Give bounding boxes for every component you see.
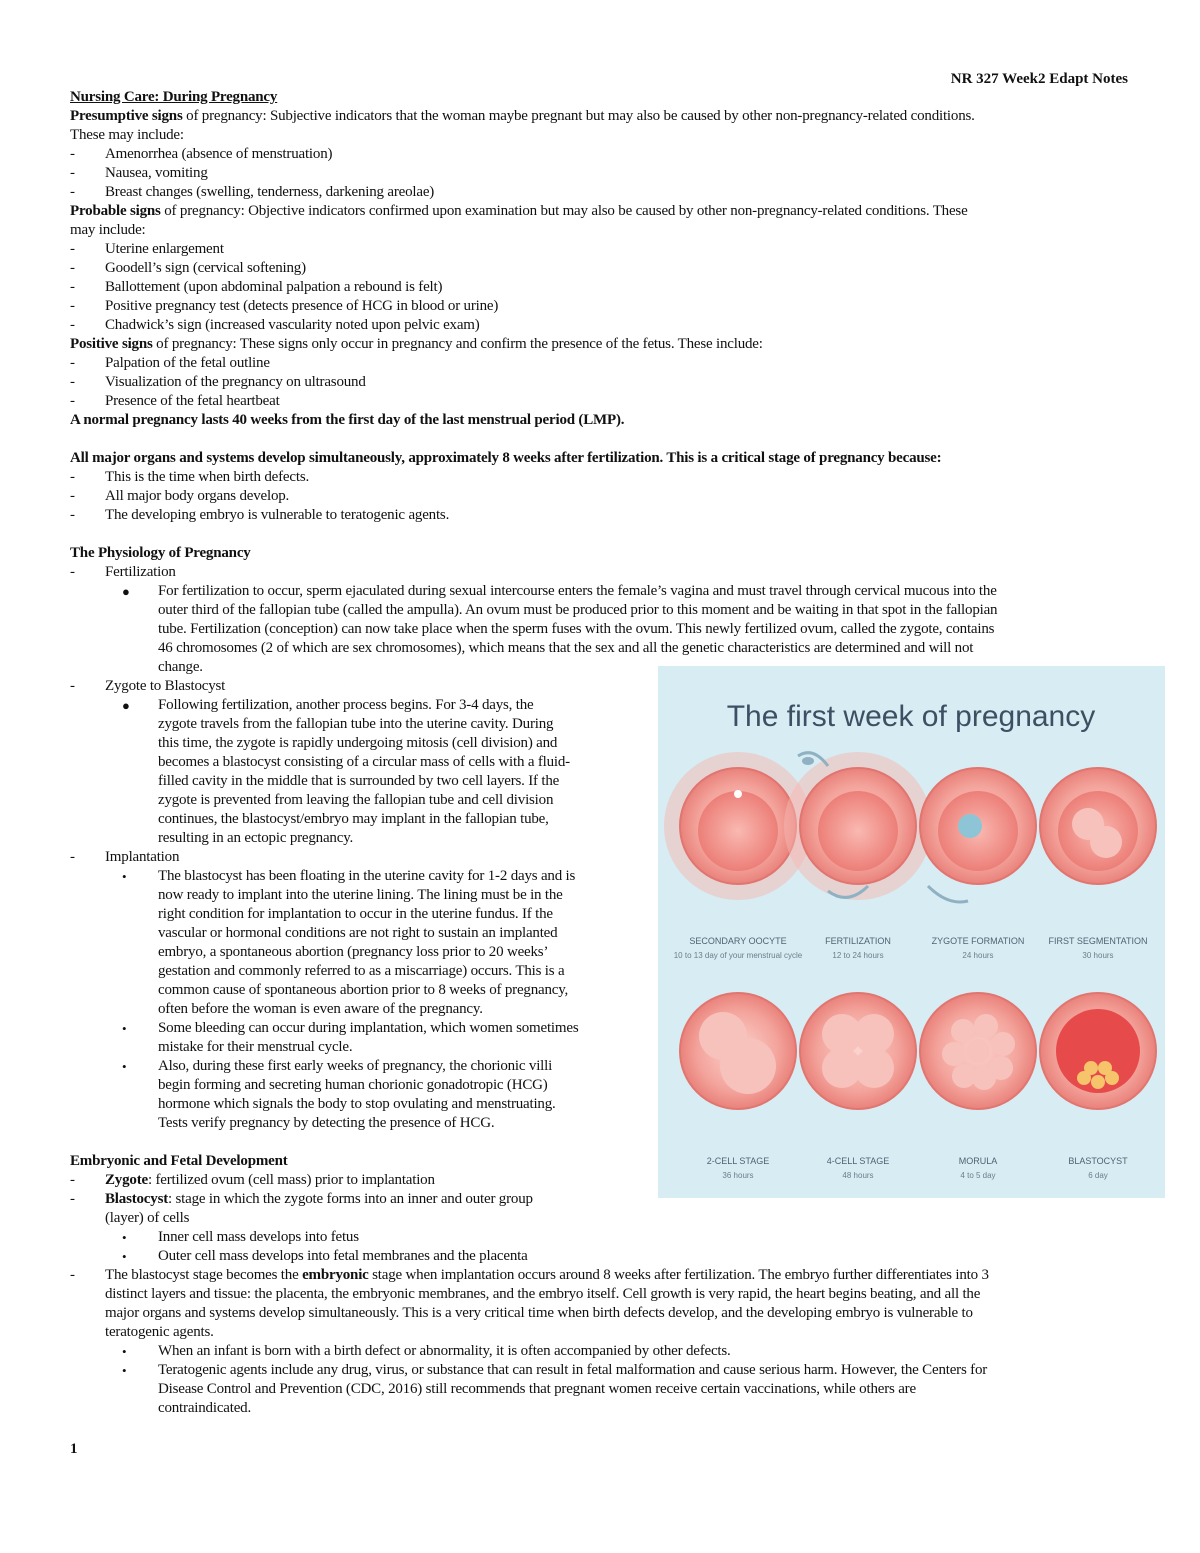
presumptive-definition [70, 107, 1130, 126]
zygote-term: Zygote [105, 1172, 148, 1188]
stage-bullet [70, 1361, 1130, 1418]
text-line: For fertilization to occur, sperm ejaculated during sexual intercourse enters the female’s vagina and must travel through cervical mucous into the [158, 583, 997, 599]
figure-illustration [658, 666, 1165, 1198]
stage-name: MORULA [958, 1156, 998, 1166]
pregnancy-first-week-figure [658, 666, 1165, 1198]
list-item: - Goodell’s sign (cervical softening) [70, 259, 1130, 278]
bullet-icon: • [122, 1021, 127, 1036]
bullet-icon: • [122, 1363, 127, 1378]
bullet-icon: ● [122, 584, 130, 599]
bullet-icon: • [122, 869, 127, 884]
zygote-formation-cell [920, 768, 1036, 902]
physiology-heading: The Physiology of Pregnancy [70, 545, 251, 561]
probable-label: Probable signs [70, 203, 161, 219]
bullet-icon: • [122, 1344, 127, 1359]
list-item: - All major body organs develop. [70, 487, 1130, 506]
page-title: Nursing Care: During Pregnancy [70, 89, 278, 105]
bullet-icon: • [122, 1249, 127, 1264]
text-line: hormone which signals the body to stop ovulating and menstruating. [158, 1096, 556, 1112]
bullet-icon: • [122, 1059, 127, 1074]
stage-name: FERTILIZATION [825, 936, 891, 946]
text-line: outer third of the fallopian tube (called the ampulla). An ovum must be produced prior to this moment and be waiting in that spot in the fallopian [158, 602, 998, 618]
list-item: - This is the time when birth defects. [70, 468, 1130, 487]
text-line: begin forming and secreting human chorionic gonadotropic (HCG) [158, 1077, 548, 1093]
stage-name: SECONDARY OOCYTE [689, 936, 787, 946]
text-line: change. [158, 659, 203, 675]
list-item: - Breast changes (swelling, tenderness, darkening areolae) [70, 183, 1130, 202]
implantation-bullet [70, 1057, 728, 1133]
stage-post: stage when implantation occurs around 8 weeks after fertilization. The embryo further differentiates into 3 [368, 1267, 989, 1283]
text-line: common cause of spontaneous abortion prior to 8 weeks of pregnancy, [158, 982, 569, 998]
text-line: Outer cell mass develops into fetal membranes and the placenta [158, 1248, 528, 1264]
text-line: Disease Control and Prevention (CDC, 2016) still recommends that pregnant women receive certain vaccinations, while others are [158, 1381, 916, 1397]
stage-name: FIRST SEGMENTATION [1048, 936, 1148, 946]
list-item: - Nausea, vomiting [70, 164, 1130, 183]
text-line: embryo, a spontaneous abortion (pregnancy loss prior to 20 weeks’ [158, 944, 549, 960]
text-line: Teratogenic agents include any drug, virus, or substance that can result in fetal malformation and cause serious harm. However, the Centers for [158, 1362, 988, 1378]
four-cell-stage-cell [800, 993, 916, 1109]
text-line: filled cavity in the middle that is surrounded by two cell layers. If the [158, 773, 560, 789]
probable-definition [70, 202, 1130, 221]
text-line: Tests verify pregnancy by detecting the presence of HCG. [158, 1115, 495, 1131]
list-item: - Palpation of the fetal outline [70, 354, 1130, 373]
stage-pre: The blastocyst stage becomes the [105, 1267, 303, 1283]
text-line: becomes a blastocyst consisting of a circular mass of cells with a fluid- [158, 754, 570, 770]
text-line: Also, during these first early weeks of pregnancy, the chorionic villi [158, 1058, 553, 1074]
stage-time: 6 day [1088, 1171, 1108, 1180]
fertilization-cell [784, 752, 932, 900]
text-line: distinct layers and tissue: the placenta, the embryonic membranes, and the embryo itself. Cell growth is very rapid, the heart begins beating, and all the [105, 1286, 981, 1302]
zygote-label: - Zygote to Blastocyst [70, 677, 1130, 696]
blastocyst-text: : stage in which the zygote forms into an inner and outer group [168, 1191, 533, 1207]
implantation-bullet [70, 867, 728, 1019]
embryonic-heading: Embryonic and Fetal Development [70, 1153, 288, 1169]
page-number: 1 [70, 1441, 78, 1457]
text-line: zygote travels from the fallopian tube into the uterine cavity. During [158, 716, 554, 732]
text-line: gestation and commonly referred to as a miscarriage) occurs. This is a [158, 963, 565, 979]
text-line: major organs and systems develop simultaneously. This is a very critical time when birth defects develop, and the developing embryo is vulnerable to [105, 1305, 973, 1321]
first-segmentation-cell [1040, 768, 1156, 884]
text-line: teratogenic agents. [105, 1324, 214, 1340]
text-line: tube. Fertilization (conception) can now take place when the sperm fuses with the ovum. This newly fertilized ovum, called the zygote, contains [158, 621, 995, 637]
stage-name: BLASTOCYST [1068, 1156, 1128, 1166]
presumptive-text-cont: These may include: [70, 127, 184, 143]
blastocyst-cell [1040, 993, 1156, 1109]
stage-time: 4 to 5 day [960, 1171, 996, 1180]
positive-label: Positive signs [70, 336, 153, 352]
presumptive-text: of pregnancy: Subjective indicators that the woman maybe pregnant but may also be caused by other non-pregnancy-related conditions. [182, 108, 975, 124]
text-line: resulting in an ectopic pregnancy. [158, 830, 354, 846]
list-item: - Positive pregnancy test (detects presence of HCG in blood or urine) [70, 297, 1130, 316]
list-item: - Uterine enlargement [70, 240, 1130, 259]
bullet-icon: ● [122, 698, 130, 713]
text-line: often before the woman is even aware of the pregnancy. [158, 1001, 483, 1017]
zygote-bullet [70, 696, 728, 848]
blastocyst-bullet [70, 1247, 1130, 1266]
stage-time: 48 hours [842, 1171, 874, 1180]
probable-text: of pregnancy: Objective indicators confirmed upon examination but may also be caused by other non-pregnancy-related conditions. These [160, 203, 968, 219]
list-item: - Chadwick’s sign (increased vascularity noted upon pelvic exam) [70, 316, 1130, 335]
text-line: Some bleeding can occur during implantation, which women sometimes [158, 1020, 579, 1036]
text-line: vascular or hormonal conditions are not right to sustain an implanted [158, 925, 558, 941]
blastocyst-term: Blastocyst [105, 1191, 168, 1207]
stage-time: 10 to 13 day of your menstrual cycle [673, 951, 803, 960]
text-line: The blastocyst has been floating in the uterine cavity for 1-2 days and is [158, 868, 576, 884]
fertilization-label: - Fertilization [70, 563, 1130, 582]
morula-cell [920, 993, 1036, 1109]
stage-time: 36 hours [722, 1171, 754, 1180]
stage-time: 12 to 24 hours [832, 951, 884, 960]
stage-time: 30 hours [1082, 951, 1114, 960]
text-line: When an infant is born with a birth defect or abnormality, it is often accompanied by other defects. [158, 1343, 731, 1359]
stage-name: 2-CELL STAGE [706, 1156, 770, 1166]
stage-time: 24 hours [962, 951, 994, 960]
zygote-text: : fertilized ovum (cell mass) prior to implantation [147, 1172, 435, 1188]
probable-text-cont: may include: [70, 222, 146, 238]
text-line: now ready to implant into the uterine lining. The lining must be in the [158, 887, 563, 903]
text-line: mistake for their menstrual cycle. [158, 1039, 353, 1055]
presumptive-label: Presumptive signs [70, 108, 183, 124]
positive-text: of pregnancy: These signs only occur in pregnancy and confirm the presence of the fetus. These include: [152, 336, 763, 352]
text-line: continues, the blastocyst/embryo may implant in the fallopian tube, [158, 811, 549, 827]
text-line: Inner cell mass develops into fetus [158, 1229, 359, 1245]
positive-definition [70, 335, 1130, 354]
list-item: - Ballottement (upon abdominal palpation a rebound is felt) [70, 278, 1130, 297]
stage-bullet [70, 1342, 1130, 1361]
stage-name: ZYGOTE FORMATION [931, 936, 1025, 946]
text-line: contraindicated. [158, 1400, 252, 1416]
stage-bold: embryonic [302, 1267, 369, 1283]
blastocyst-bullet [70, 1228, 1130, 1247]
text-line: zygote is prevented from leaving the fallopian tube and cell division [158, 792, 554, 808]
stage-name: 4-CELL STAGE [826, 1156, 890, 1166]
blastocyst-text-cont: (layer) of cells [105, 1210, 190, 1226]
embryonic-stage-paragraph [70, 1266, 1130, 1285]
two-cell-stage-cell [680, 993, 796, 1109]
text-line: right condition for implantation to occur in the uterine fundus. If the [158, 906, 553, 922]
figure-title: The first week of pregnancy [726, 700, 1096, 733]
implantation-bullet [70, 1019, 728, 1057]
list-item: - Presence of the fetal heartbeat [70, 392, 1130, 411]
document-header: NR 327 Week2 Edapt Notes [950, 71, 1128, 87]
list-item: - The developing embryo is vulnerable to teratogenic agents. [70, 506, 1130, 525]
list-item: - Visualization of the pregnancy on ultrasound [70, 373, 1130, 392]
text-line: 46 chromosomes (2 of which are sex chromosomes), which means that the sex and all the genetic characteristics are determined and will not [158, 640, 974, 656]
implantation-label: - Implantation [70, 848, 1130, 867]
fertilization-bullet [70, 582, 1130, 677]
normal-pregnancy-statement: A normal pregnancy lasts 40 weeks from the first day of the last menstrual period (LMP). [70, 412, 625, 428]
text-line: this time, the zygote is rapidly undergoing mitosis (cell division) and [158, 735, 558, 751]
list-item: - Amenorrhea (absence of menstruation) [70, 145, 1130, 164]
bullet-icon: • [122, 1230, 127, 1245]
text-line: Following fertilization, another process begins. For 3-4 days, the [158, 697, 534, 713]
organs-heading: All major organs and systems develop simultaneously, approximately 8 weeks after fertilization. This is a critical stage of pregnancy because: [70, 450, 942, 466]
